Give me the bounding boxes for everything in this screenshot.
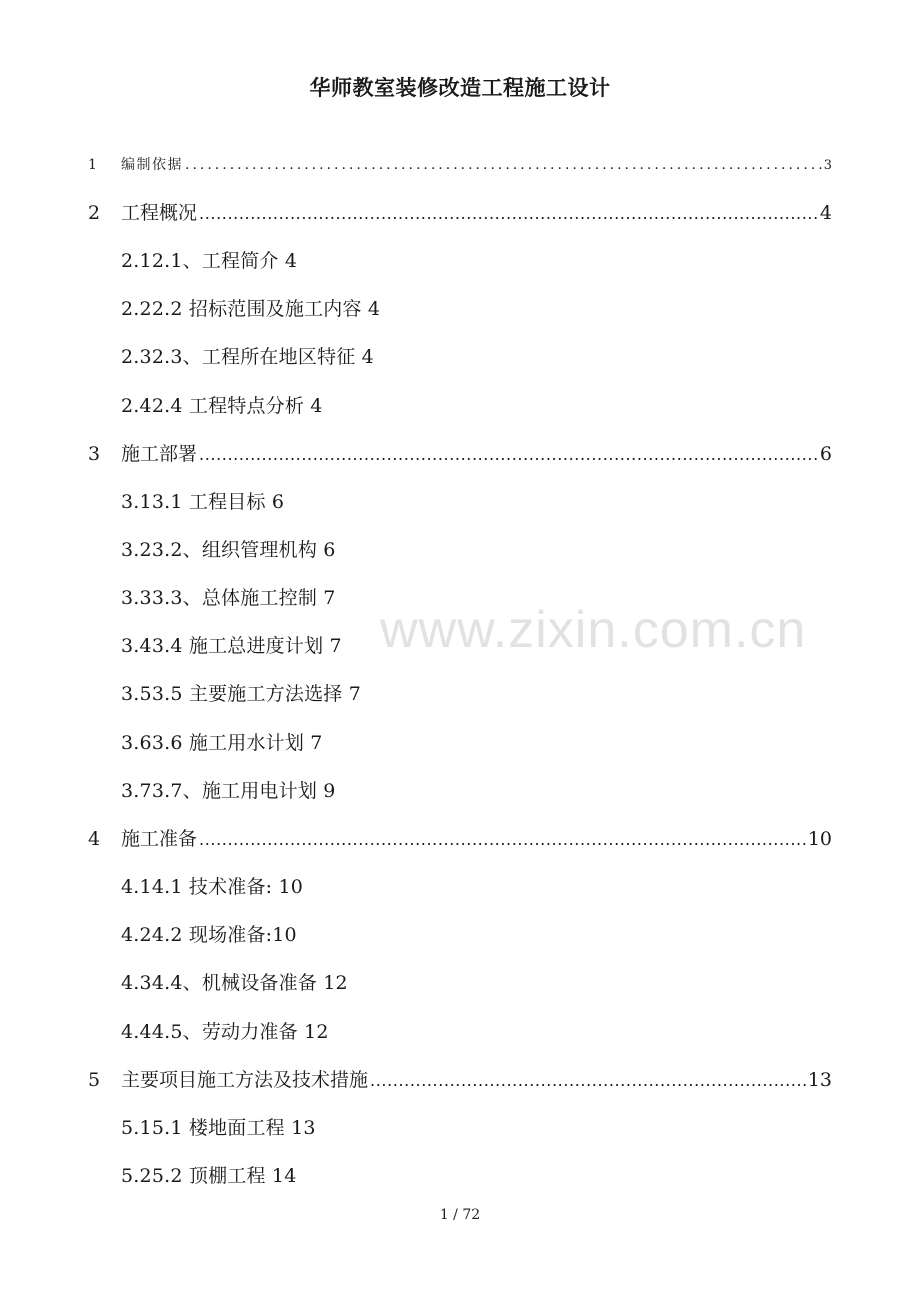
toc-subentry-2-1[interactable]: 2.12.1、工程简介 4 — [121, 250, 298, 272]
toc-entry-number: 1 — [88, 157, 97, 173]
toc-entry-label: 工程概况 — [121, 202, 198, 224]
toc-entry-4[interactable] — [88, 824, 832, 851]
toc-entry-label: 施工准备 — [121, 828, 198, 850]
toc-subentry-5-1[interactable]: 5.15.1 楼地面工程 13 — [121, 1117, 316, 1139]
toc-dot-leader — [185, 157, 822, 173]
toc-subentry-3-7[interactable]: 3.73.7、施工用电计划 9 — [121, 780, 336, 802]
toc-entry-page: 3 — [823, 158, 832, 173]
document-title: 华师教室装修改造工程施工设计 — [309, 75, 611, 100]
toc-entry-5[interactable] — [88, 1065, 832, 1092]
toc-subentry-3-5[interactable]: 3.53.5 主要施工方法选择 7 — [121, 683, 362, 705]
toc-entry-number: 4 — [88, 828, 101, 850]
toc-subentry-3-1[interactable]: 3.13.1 工程目标 6 — [121, 491, 285, 513]
toc-entry-page: 6 — [819, 443, 832, 465]
watermark-text: www.zixin.com.cn — [380, 601, 807, 659]
toc-subentry-5-2[interactable]: 5.25.2 顶棚工程 14 — [121, 1165, 297, 1187]
toc-subentry-2-2[interactable]: 2.22.2 招标范围及施工内容 4 — [121, 298, 381, 320]
toc-entry-page: 4 — [819, 202, 832, 224]
toc-subentry-3-2[interactable]: 3.23.2、组织管理机构 6 — [121, 539, 336, 561]
toc-subentry-4-2[interactable]: 4.24.2 现场准备:10 — [121, 924, 297, 946]
toc-entry-3[interactable] — [88, 439, 832, 466]
toc-subentry-2-4[interactable]: 2.42.4 工程特点分析 4 — [121, 395, 323, 417]
toc-entry-label: 主要项目施工方法及技术措施 — [121, 1069, 369, 1091]
toc-subentry-3-3[interactable]: 3.33.3、总体施工控制 7 — [121, 587, 336, 609]
toc-entry-label: 施工部署 — [121, 443, 198, 465]
toc-subentry-3-6[interactable]: 3.63.6 施工用水计划 7 — [121, 732, 323, 754]
page-number-footer: 1 / 72 — [439, 1207, 481, 1223]
toc-entry-2[interactable] — [88, 198, 832, 225]
toc-subentry-4-3[interactable]: 4.34.4、机械设备准备 12 — [121, 972, 348, 994]
toc-subentry-4-1[interactable]: 4.14.1 技术准备: 10 — [121, 876, 304, 898]
toc-entry-number: 3 — [88, 443, 101, 465]
toc-subentry-3-4[interactable]: 3.43.4 施工总进度计划 7 — [121, 635, 342, 657]
toc-dot-leader — [370, 1071, 806, 1090]
toc-entry-label: 编制依据 — [121, 157, 183, 173]
toc-dot-leader — [199, 204, 818, 223]
toc-entry-number: 2 — [88, 202, 101, 224]
toc-entry-page: 10 — [807, 828, 832, 850]
toc-entry-page: 13 — [807, 1069, 832, 1091]
toc-dot-leader — [199, 445, 818, 464]
toc-dot-leader — [199, 830, 806, 849]
toc-entry-number: 5 — [88, 1069, 101, 1091]
toc-subentry-2-3[interactable]: 2.32.3、工程所在地区特征 4 — [121, 346, 374, 368]
toc-subentry-4-4[interactable]: 4.44.5、劳动力准备 12 — [121, 1021, 329, 1043]
toc-entry-1[interactable] — [88, 154, 832, 174]
